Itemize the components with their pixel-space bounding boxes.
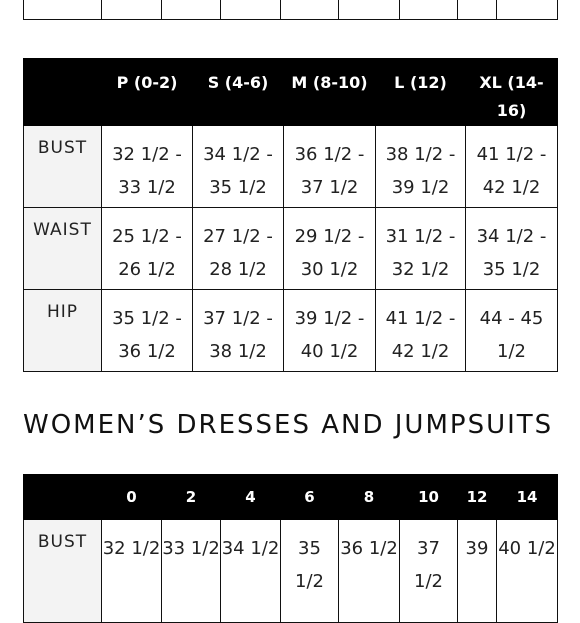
table-cell: 34 1/2 - 35 1/2 xyxy=(193,126,284,208)
header-cell-m: M (8-10) xyxy=(284,59,376,126)
table-cell: 29 1/2 - 30 1/2 xyxy=(284,208,376,290)
table-cell: 32 1/2 - 33 1/2 xyxy=(102,126,193,208)
table-row xyxy=(24,520,558,623)
header-cell-6: 6 xyxy=(281,475,339,520)
table-header-row xyxy=(24,59,558,126)
table-cell: 33 1/2 xyxy=(162,520,221,623)
header-cell-empty xyxy=(24,59,102,126)
header-cell-0: 0 xyxy=(102,475,162,520)
table-cell: 25 1/2 - 26 1/2 xyxy=(102,208,193,290)
row-label-bust: BUST xyxy=(24,520,102,623)
table-cell: 35 1/2 - 36 1/2 xyxy=(102,290,193,372)
dresses-size-table xyxy=(23,474,558,623)
table-cell xyxy=(162,0,221,20)
section-title: WOMEN’S DRESSES AND JUMPSUITS xyxy=(23,410,554,440)
row-label-waist: WAIST xyxy=(24,208,102,290)
size-chart-table xyxy=(23,58,558,372)
table-cell: 32 1/2 xyxy=(102,520,162,623)
table-row xyxy=(24,290,558,372)
table-cell xyxy=(102,0,162,20)
table-cell: 36 1/2 - 37 1/2 xyxy=(284,126,376,208)
row-label-bust: BUST xyxy=(24,126,102,208)
table-row xyxy=(24,208,558,290)
header-cell-p: P (0-2) xyxy=(102,59,193,126)
table-cell xyxy=(497,0,558,20)
header-cell-empty xyxy=(24,475,102,520)
header-cell-4: 4 xyxy=(221,475,281,520)
header-cell-14: 14 xyxy=(497,475,558,520)
table-cell xyxy=(400,0,458,20)
table-cell xyxy=(24,0,102,20)
table-cell: 34 1/2 - 35 1/2 xyxy=(466,208,558,290)
header-cell-8: 8 xyxy=(339,475,400,520)
table-cell: 37 1/2 xyxy=(400,520,458,623)
table-cell xyxy=(281,0,339,20)
table-row xyxy=(24,126,558,208)
table-cell: 39 1/2 - 40 1/2 xyxy=(284,290,376,372)
table-cell: 31 1/2 - 32 1/2 xyxy=(376,208,466,290)
row-label-hip: HIP xyxy=(24,290,102,372)
table-header-row xyxy=(24,475,558,520)
header-cell-10: 10 xyxy=(400,475,458,520)
header-cell-xl: XL (14-16) xyxy=(466,59,558,126)
table-cell: 40 1/2 xyxy=(497,520,558,623)
header-cell-l: L (12) xyxy=(376,59,466,126)
table-cell: 37 1/2 - 38 1/2 xyxy=(193,290,284,372)
header-cell-2: 2 xyxy=(162,475,221,520)
table-cell xyxy=(221,0,281,20)
table-cell: 34 1/2 xyxy=(221,520,281,623)
previous-size-table xyxy=(23,0,558,20)
table-cell xyxy=(339,0,400,20)
table-cell: 41 1/2 - 42 1/2 xyxy=(466,126,558,208)
table-cell: 39 xyxy=(458,520,497,623)
table-cell: 36 1/2 xyxy=(339,520,400,623)
table-cell: 44 - 45 1/2 xyxy=(466,290,558,372)
table-cell: 38 1/2 - 39 1/2 xyxy=(376,126,466,208)
table-cell: 35 1/2 xyxy=(281,520,339,623)
table-cell: 27 1/2 - 28 1/2 xyxy=(193,208,284,290)
table-cell xyxy=(458,0,497,20)
header-cell-s: S (4-6) xyxy=(193,59,284,126)
table-cell: 41 1/2 - 42 1/2 xyxy=(376,290,466,372)
header-cell-12: 12 xyxy=(458,475,497,520)
